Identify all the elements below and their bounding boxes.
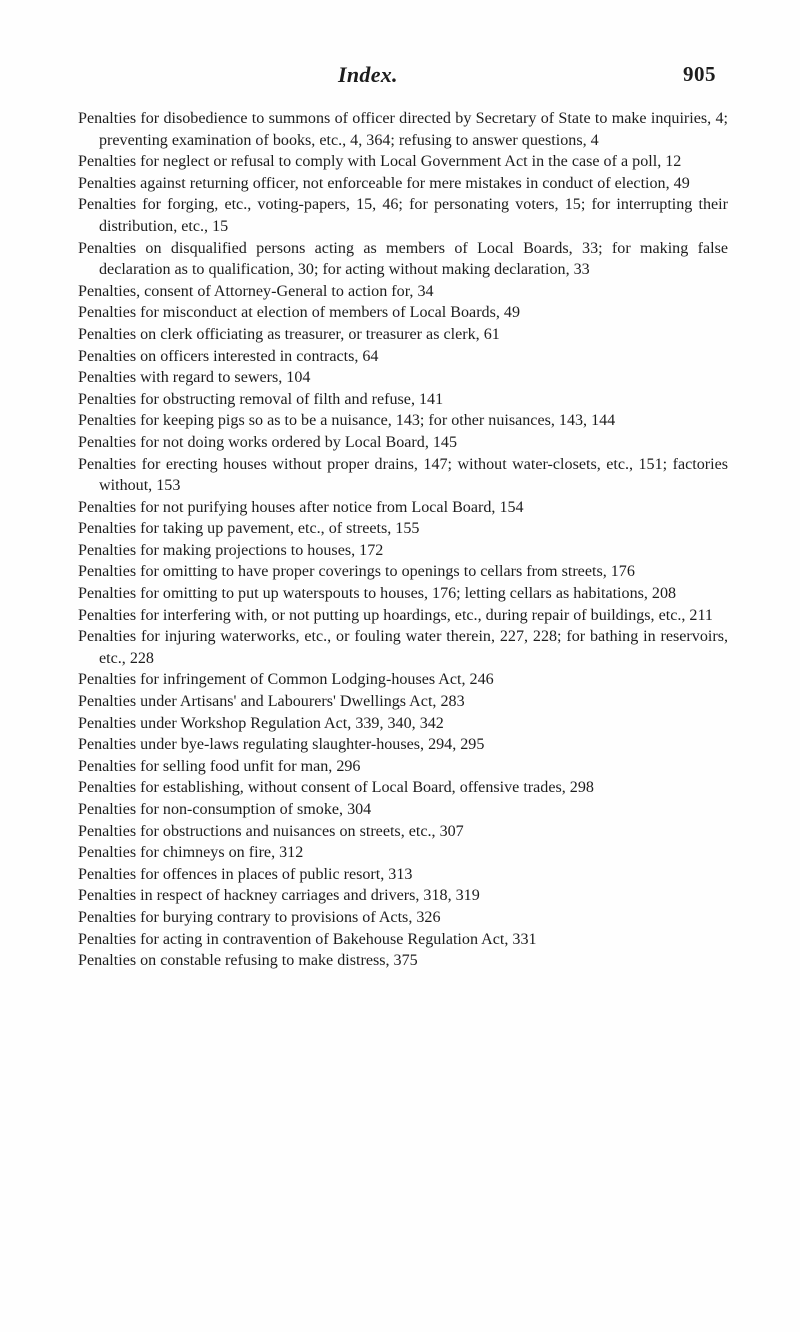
index-entry: Penalties against returning officer, not enforceable for mere mistakes in conduct of election, 49: [78, 174, 690, 192]
index-entry: Penalties under Artisans' and Labourers' Dwellings Act, 283: [78, 693, 465, 711]
index-entry: Penalties on constable refusing to make distress, 375: [78, 952, 418, 970]
index-entry: Penalties for not doing works ordered by Local Board, 145: [78, 433, 458, 451]
index-entry: Penalties, consent of Attorney-General to action for, 34: [78, 282, 434, 300]
index-entry: Penalties on clerk officiating as treasurer, or treasurer as clerk, 61: [78, 325, 500, 343]
index-entry: Penalties under bye-laws regulating slaughter-houses, 294, 295: [78, 736, 485, 754]
index-entry: Penalties for obstructions and nuisances on streets, etc., 307: [78, 822, 464, 840]
index-entry: Penalties for not purifying houses after notice from Local Board, 154: [78, 498, 524, 516]
index-entry: Penalties for forging, etc., voting-papers, 15, 46; for personating voters, 15; for interrupting their distribution, etc., 15: [78, 196, 728, 235]
index-entry: Penalties for non-consumption of smoke, 304: [78, 801, 372, 818]
index-entry: Penalties for selling food unfit for man, 296: [78, 757, 361, 775]
index-entry: Penalties for injuring waterworks, etc., or fouling water therein, 227, 228; for bathing in reservoirs, etc., 228: [78, 628, 728, 667]
index-entry: Penalties for keeping pigs so as to be a nuisance, 143; for other nuisances, 143, 144: [78, 412, 616, 430]
index-entry: Penalties on disqualified persons acting as members of Local Boards, 33; for making false declaration as to qualification, 30; for acting without making declaration, 33: [78, 239, 728, 279]
index-entry: Penalties for disobedience to summons of officer directed by Secretary of State to make inquiries, 4; preventing examination of books, etc., 4, 364; refusing to answer questions, 4: [78, 110, 728, 149]
index-entry: Penalties for omitting to put up waterspouts to houses, 176; letting cellars as habitations, 208: [78, 585, 677, 603]
index-entry: Penalties for misconduct at election of members of Local Boards, 49: [78, 304, 521, 322]
index-entry: Penalties for acting in contravention of Bakehouse Regulation Act, 331: [78, 930, 537, 948]
page-header: [0, 62, 800, 92]
index-entry: Penalties on officers interested in contracts, 64: [78, 347, 379, 365]
index-entry: Penalties with regard to sewers, 104: [78, 369, 311, 387]
index-entry: Penalties for neglect or refusal to comply with Local Government Act in the case of a poll, 12: [78, 153, 682, 171]
index-entry: Penalties under Workshop Regulation Act, 339, 340, 342: [78, 714, 444, 732]
index-entry-list: [78, 108, 728, 972]
index-entry: Penalties for obstructing removal of filth and refuse, 141: [78, 390, 444, 408]
index-entry: Penalties for establishing, without consent of Local Board, offensive trades, 298: [78, 779, 594, 797]
index-entry: Penalties for offences in places of public resort, 313: [78, 865, 413, 883]
index-entry: Penalties for interfering with, or not putting up hoardings, etc., during repair of buildings, etc., 211: [78, 606, 713, 624]
index-entry: Penalties for infringement of Common Lodging-houses Act, 246: [78, 671, 494, 689]
index-entry: Penalties for erecting houses without proper drains, 147; without water-closets, etc., 151; factories without, 153: [78, 455, 728, 495]
index-entry: Penalties for omitting to have proper coverings to openings to cellars from streets, 176: [78, 563, 635, 581]
running-title: Index.: [338, 62, 398, 87]
page-number: 905: [683, 62, 716, 86]
index-entry: Penalties for making projections to houses, 172: [78, 541, 384, 559]
index-entry: Penalties in respect of hackney carriages and drivers, 318, 319: [78, 887, 480, 905]
index-entry: Penalties for burying contrary to provisions of Acts, 326: [78, 908, 441, 926]
index-entry: Penalties for chimneys on fire, 312: [78, 844, 304, 862]
index-entry: Penalties for taking up pavement, etc., of streets, 155: [78, 520, 420, 538]
